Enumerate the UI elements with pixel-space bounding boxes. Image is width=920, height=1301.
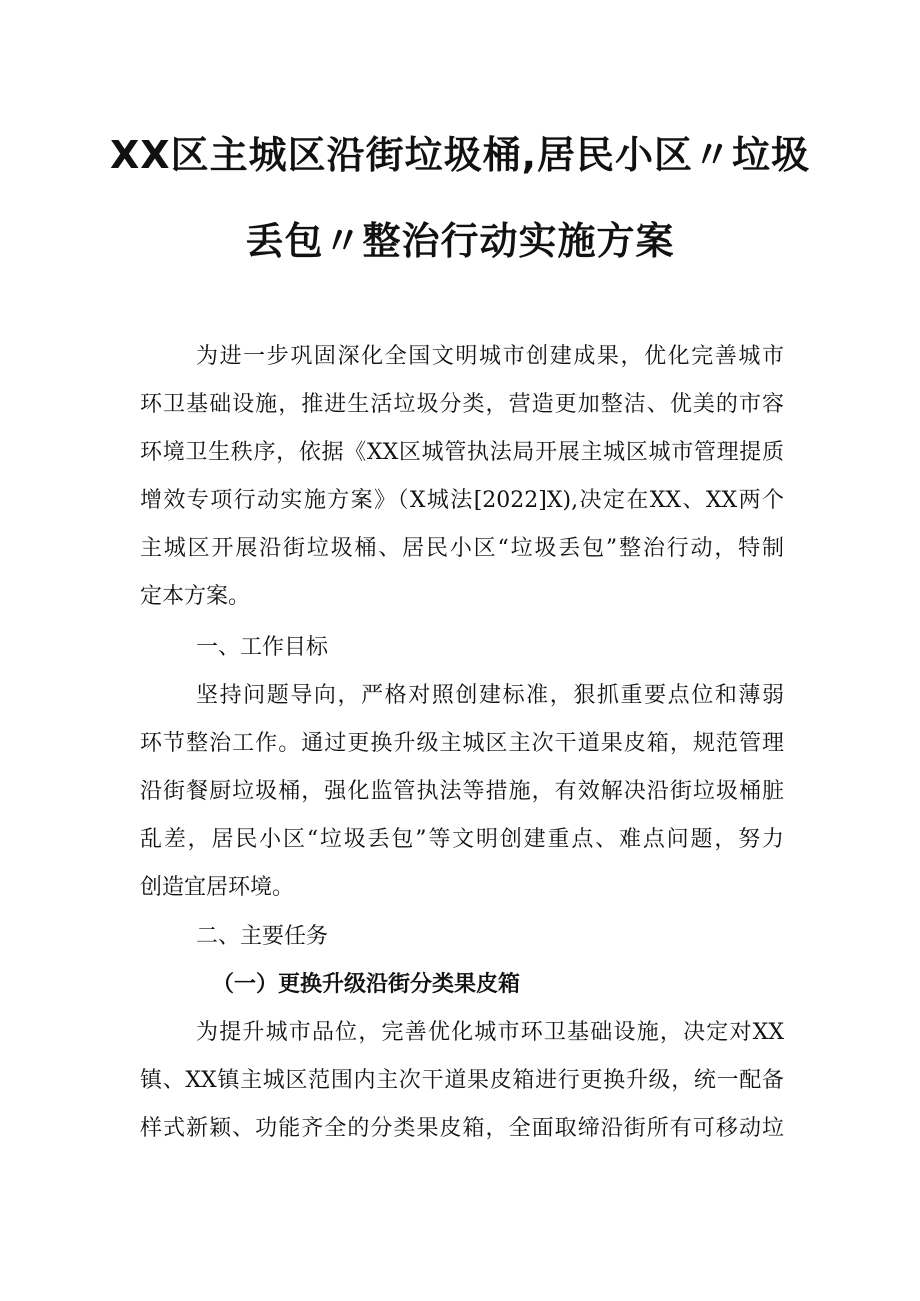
document-title-line-1: XX区主城区沿街垃圾桶,居民小区〃垃圾 (109, 133, 811, 177)
section-heading-goals: 一、工作目标 (196, 635, 329, 660)
goals-paragraph (140, 672, 784, 912)
intro-line: 主城区开展沿街垃圾桶、居民小区“垃圾丢包”整治行动，特制 (140, 536, 784, 561)
goals-line: 乱差，居民小区“垃圾丢包”等文明创建重点、难点问题，努力 (140, 827, 784, 852)
intro-line: 定本方案。 (140, 584, 251, 609)
intro-line: 环境卫生秩序，依据《XX区城管执法局开展主城区城市管理提质 (140, 440, 784, 465)
intro-paragraph (140, 333, 784, 621)
goals-line: 坚持问题导向，严格对照创建标准，狠抓重要点位和薄弱 (196, 683, 784, 708)
goals-line: 创造宜居环境。 (140, 875, 295, 900)
intro-line: 环卫基础设施，推进生活垃圾分类，营造更加整洁、优美的市容 (140, 392, 784, 417)
goals-line: 沿街餐厨垃圾桶，强化监管执法等措施，有效解决沿街垃圾桶脏 (140, 779, 784, 804)
bins-paragraph (140, 1009, 784, 1153)
intro-line: 增效专项行动实施方案》（X城法[2022]X),决定在XX、XX两个 (140, 488, 784, 513)
document-title-line-2: 丢包〃整治行动实施方案 (245, 219, 675, 263)
bins-line: 镇、XX镇主城区范围内主次干道果皮箱进行更换升级，统一配备 (140, 1068, 784, 1093)
subsection-heading-bins: （一）更换升级沿街分类果皮箱 (212, 972, 521, 997)
intro-line: 为进一步巩固深化全国文明城市创建成果，优化完善城市 (196, 344, 784, 369)
goals-line: 环节整治工作。通过更换升级主城区主次干道果皮箱，规范管理 (140, 731, 784, 756)
bins-line: 为提升城市品位，完善优化城市环卫基础设施，决定对XX (196, 1020, 784, 1045)
section-heading-tasks: 二、主要任务 (196, 924, 329, 949)
bins-line: 样式新颖、功能齐全的分类果皮箱，全面取缔沿街所有可移动垃 (140, 1116, 784, 1141)
